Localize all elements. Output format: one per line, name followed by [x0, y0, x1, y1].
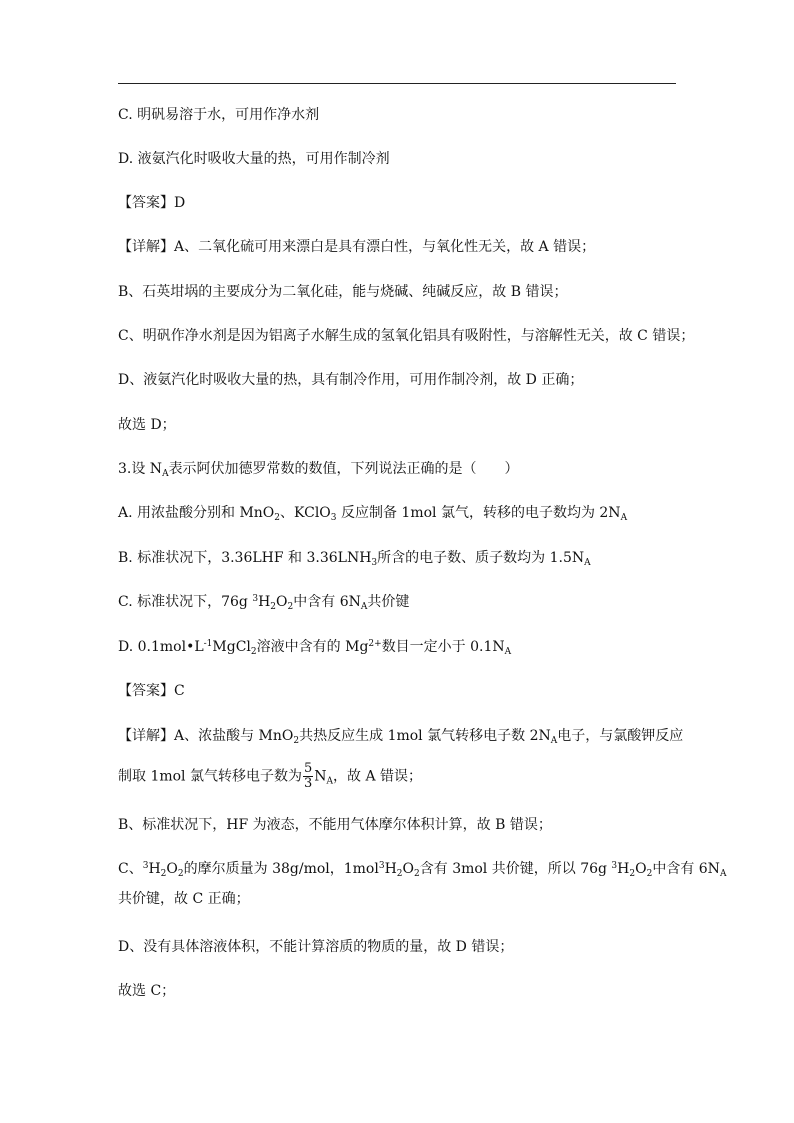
- q2-conclusion: 故选 D；: [118, 417, 176, 433]
- header-rule: [118, 83, 676, 84]
- q2-option-d: D. 液氨汽化时吸收大量的热，可用作制冷剂: [118, 151, 390, 167]
- fraction-five-thirds: $\frac{5}{3}$: [304, 761, 313, 791]
- q3-explain-c-1: C、$^3H_2O_2$的摩尔质量为 38g/mol，$1mol^3H_2O_2$含有 3mol 共价键，所以 76g $^3H_2O_2$中含有 $6N_A$: [118, 861, 727, 879]
- q3-option-b: B. 标准状况下，3.36LHF 和 $3.36LNH_3$所含的电子数、质子数均为 $1.5N_A$: [118, 550, 591, 568]
- q3-explain-a-2: 制取 1mol 氯气转移电子数为 $\frac{5}{3}$ $N_A$，故 A 错误；: [118, 761, 423, 791]
- q2-answer: 【答案】D: [118, 195, 186, 211]
- q3-option-d: D. $0.1mol•L^{-1}MgCl_2$溶液中含有的 $Mg^{2+}$数目一定小于 $0.1N_A$: [118, 639, 512, 657]
- q3-option-c: C. 标准状况下，76g $^3H_2O_2$中含有 $6N_A$共价键: [118, 594, 410, 612]
- q2-explain-d: D、液氨汽化时吸收大量的热，具有制冷作用，可用作制冷剂，故 D 正确；: [118, 372, 584, 388]
- q2-explain-c: C、明矾作净水剂是因为铝离子水解生成的氢氧化铝具有吸附性，与溶解性无关，故 C 错误；: [118, 328, 695, 344]
- q2-explain-a: 【详解】A、二氧化硫可用来漂白是具有漂白性，与氧化性无关，故 A 错误；: [118, 239, 596, 255]
- q3-explain-b: B、标准状况下，HF 为液态，不能用气体摩尔体积计算，故 B 错误；: [118, 817, 552, 833]
- q3-explain-c-2: 共价键，故 C 正确；: [118, 891, 250, 907]
- q2-explain-b: B、石英坩埚的主要成分为二氧化硅，能与烧碱、纯碱反应，故 B 错误；: [118, 284, 568, 300]
- q3-option-a: A. 用浓盐酸分别和 MnO$_2$、KClO$_3$ 反应制备 1mol 氯气，转移的电子数均为 $2N_A$: [118, 505, 628, 523]
- q3-stem: 3.设 $N_A$表示阿伏加德罗常数的数值，下列说法正确的是（ ）: [118, 461, 519, 479]
- q3-answer: 【答案】C: [118, 683, 185, 699]
- q3-conclusion: 故选 C；: [118, 983, 176, 999]
- q3-explain-d: D、没有具体溶液体积，不能计算溶质的物质的量，故 D 错误；: [118, 939, 514, 955]
- q2-option-c: C. 明矾易溶于水，可用作净水剂: [118, 107, 320, 123]
- q3-explain-a-1: 【详解】A、浓盐酸与 MnO$_2$共热反应生成 1mol 氯气转移电子数 $2N_A$电子，与氯酸钾反应: [118, 728, 684, 746]
